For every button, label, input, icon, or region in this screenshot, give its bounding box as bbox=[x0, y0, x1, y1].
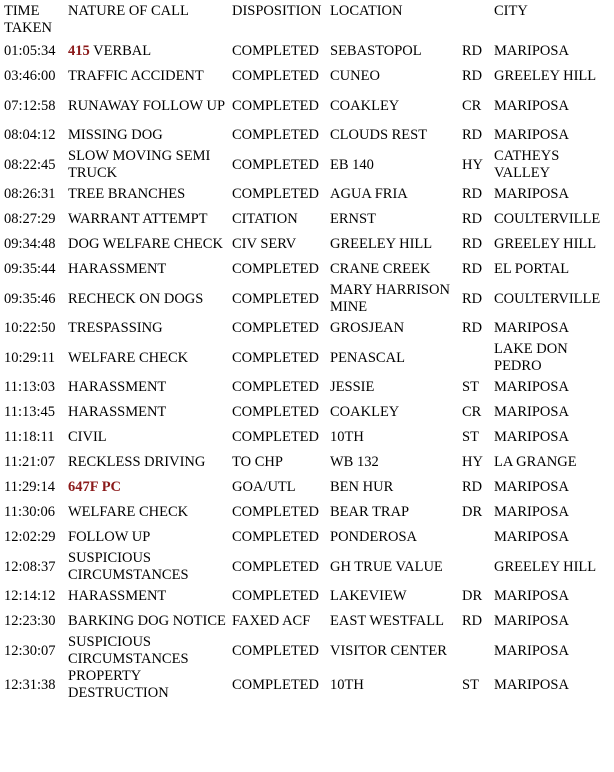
city-cell: COULTERVILLE bbox=[494, 290, 601, 307]
table-row bbox=[0, 584, 614, 609]
nature-text: HARASSMENT bbox=[68, 261, 167, 277]
disposition-cell: CITATION bbox=[232, 211, 298, 227]
nature-cell bbox=[68, 425, 232, 450]
street-suffix-cell: ST bbox=[462, 429, 479, 445]
nature-cell bbox=[68, 550, 232, 584]
street-suffix-cell bbox=[460, 341, 494, 375]
table-row bbox=[0, 375, 614, 400]
table-row bbox=[0, 450, 614, 475]
nature-cell bbox=[68, 341, 232, 375]
city-cell: MARIPOSA bbox=[494, 379, 569, 395]
location-cell: COAKLEY bbox=[330, 97, 400, 114]
time-cell: 09:35:46 bbox=[4, 290, 56, 307]
street-suffix-cell: RD bbox=[462, 320, 483, 336]
city-cell: MARIPOSA bbox=[494, 186, 569, 202]
table-row bbox=[0, 475, 614, 500]
disposition-cell: COMPLETED bbox=[232, 261, 319, 277]
table-row bbox=[0, 64, 614, 89]
disposition-cell: COMPLETED bbox=[232, 68, 319, 84]
penal-code: 647F PC bbox=[68, 479, 122, 495]
nature-cell bbox=[68, 584, 232, 609]
table-row bbox=[0, 39, 614, 64]
disposition-cell: COMPLETED bbox=[232, 156, 319, 173]
nature-cell bbox=[68, 39, 232, 64]
nature-cell bbox=[68, 232, 232, 257]
nature-text: SLOW MOVING SEMI TRUCK bbox=[68, 148, 211, 181]
time-cell: 03:46:00 bbox=[4, 68, 56, 84]
time-cell: 12:02:29 bbox=[4, 529, 56, 545]
disposition-cell: FAXED ACF bbox=[232, 613, 311, 629]
city-cell: GREELEY HILL bbox=[494, 236, 597, 252]
time-cell: 10:22:50 bbox=[4, 320, 56, 336]
header-time: TIME TAKEN bbox=[4, 3, 52, 36]
location-cell: LAKEVIEW bbox=[330, 588, 407, 604]
location-cell: GROSJEAN bbox=[330, 320, 405, 336]
location-cell: 10TH bbox=[330, 429, 364, 445]
city-cell: MARIPOSA bbox=[494, 429, 569, 445]
disposition-cell: COMPLETED bbox=[232, 676, 319, 693]
nature-cell bbox=[68, 400, 232, 425]
street-suffix-cell: RD bbox=[462, 43, 483, 59]
city-cell: MARIPOSA bbox=[494, 676, 569, 693]
nature-text: TRESPASSING bbox=[68, 320, 163, 336]
time-cell: 08:27:29 bbox=[4, 211, 56, 227]
city-cell: LA GRANGE bbox=[494, 454, 577, 470]
nature-text: RECHECK ON DOGS bbox=[68, 290, 204, 307]
city-cell: COULTERVILLE bbox=[494, 211, 601, 227]
street-suffix-cell: DR bbox=[462, 588, 483, 604]
street-suffix-cell: DR bbox=[462, 504, 483, 520]
nature-text: CIVIL bbox=[68, 429, 107, 445]
street-suffix-cell: RD bbox=[462, 290, 483, 307]
location-cell: SEBASTOPOL bbox=[330, 43, 422, 59]
header-nature: NATURE OF CALL bbox=[68, 3, 189, 19]
table-row bbox=[0, 316, 614, 341]
nature-cell bbox=[68, 450, 232, 475]
time-cell: 11:29:14 bbox=[4, 479, 56, 495]
city-cell: MARIPOSA bbox=[494, 43, 569, 59]
disposition-cell: COMPLETED bbox=[232, 642, 319, 659]
time-cell: 12:23:30 bbox=[4, 613, 56, 629]
time-cell: 12:31:38 bbox=[4, 676, 56, 693]
city-cell: EL PORTAL bbox=[494, 261, 570, 277]
city-cell: GREELEY HILL bbox=[494, 558, 597, 575]
nature-text: VERBAL bbox=[89, 43, 152, 59]
location-cell: BEAR TRAP bbox=[330, 504, 410, 520]
nature-cell bbox=[68, 282, 232, 316]
nature-text: SUSPICIOUS CIRCUMSTANCES bbox=[68, 550, 189, 583]
city-cell: MARIPOSA bbox=[494, 529, 569, 545]
disposition-cell: COMPLETED bbox=[232, 404, 319, 420]
nature-cell bbox=[68, 89, 232, 123]
location-cell: PENASCAL bbox=[330, 349, 405, 366]
time-cell: 12:08:37 bbox=[4, 558, 56, 575]
nature-cell bbox=[68, 207, 232, 232]
table-row bbox=[0, 182, 614, 207]
nature-text: WARRANT ATTEMPT bbox=[68, 211, 208, 227]
street-suffix-cell: HY bbox=[462, 156, 483, 173]
street-suffix-cell bbox=[460, 550, 494, 584]
nature-cell bbox=[68, 634, 232, 668]
time-cell: 08:26:31 bbox=[4, 186, 56, 202]
table-row bbox=[0, 232, 614, 257]
location-cell: BEN HUR bbox=[330, 479, 394, 495]
time-cell: 09:35:44 bbox=[4, 261, 56, 277]
city-cell: MARIPOSA bbox=[494, 127, 569, 143]
disposition-cell: COMPLETED bbox=[232, 529, 319, 545]
table-row bbox=[0, 341, 614, 375]
location-cell: GREELEY HILL bbox=[330, 236, 433, 252]
street-suffix-cell: RD bbox=[462, 211, 483, 227]
table-row bbox=[0, 500, 614, 525]
street-suffix-cell: ST bbox=[462, 676, 479, 693]
city-cell: MARIPOSA bbox=[494, 613, 569, 629]
location-cell: MARY HARRISON MINE bbox=[330, 282, 450, 315]
street-suffix-cell: RD bbox=[462, 261, 483, 277]
disposition-cell: COMPLETED bbox=[232, 127, 319, 143]
city-cell: MARIPOSA bbox=[494, 642, 569, 659]
city-cell: GREELEY HILL bbox=[494, 68, 597, 84]
time-cell: 07:12:58 bbox=[4, 97, 56, 114]
street-suffix-cell: HY bbox=[462, 454, 483, 470]
location-cell: PONDEROSA bbox=[330, 529, 418, 545]
street-suffix-cell bbox=[460, 634, 494, 668]
disposition-cell: COMPLETED bbox=[232, 379, 319, 395]
nature-cell bbox=[68, 375, 232, 400]
location-cell: VISITOR CENTER bbox=[330, 642, 447, 659]
location-cell: COAKLEY bbox=[330, 404, 400, 420]
disposition-cell: COMPLETED bbox=[232, 186, 319, 202]
table-row bbox=[0, 400, 614, 425]
table-row bbox=[0, 609, 614, 634]
city-cell: LAKE DON PEDRO bbox=[494, 341, 568, 374]
location-cell: WB 132 bbox=[330, 454, 379, 470]
street-suffix-cell: RD bbox=[462, 127, 483, 143]
table-row bbox=[0, 257, 614, 282]
time-cell: 09:34:48 bbox=[4, 236, 56, 252]
table-row bbox=[0, 148, 614, 182]
nature-cell bbox=[68, 316, 232, 341]
header-disposition: DISPOSITION bbox=[232, 3, 322, 19]
nature-cell bbox=[68, 64, 232, 89]
time-cell: 11:18:11 bbox=[4, 429, 55, 445]
header-city: CITY bbox=[494, 3, 528, 19]
city-cell: MARIPOSA bbox=[494, 320, 569, 336]
street-suffix-cell: RD bbox=[462, 186, 483, 202]
nature-text: DOG WELFARE CHECK bbox=[68, 236, 223, 252]
nature-text: MISSING DOG bbox=[68, 127, 163, 143]
table-row bbox=[0, 207, 614, 232]
table-row bbox=[0, 89, 614, 123]
nature-cell bbox=[68, 475, 232, 500]
nature-cell bbox=[68, 148, 232, 182]
nature-text: HARASSMENT bbox=[68, 404, 167, 420]
city-cell: MARIPOSA bbox=[494, 97, 569, 114]
nature-text: TREE BRANCHES bbox=[68, 186, 186, 202]
time-cell: 08:22:45 bbox=[4, 156, 56, 173]
location-cell: JESSIE bbox=[330, 379, 375, 395]
city-cell: MARIPOSA bbox=[494, 504, 569, 520]
street-suffix-cell: CR bbox=[462, 97, 482, 114]
city-cell: MARIPOSA bbox=[494, 404, 569, 420]
nature-cell bbox=[68, 525, 232, 550]
street-suffix-cell: CR bbox=[462, 404, 482, 420]
time-cell: 08:04:12 bbox=[4, 127, 56, 143]
location-cell: EB 140 bbox=[330, 156, 374, 173]
time-cell: 12:30:07 bbox=[4, 642, 56, 659]
nature-cell bbox=[68, 257, 232, 282]
location-cell: EAST WESTFALL bbox=[330, 613, 444, 629]
nature-cell bbox=[68, 500, 232, 525]
city-cell: MARIPOSA bbox=[494, 479, 569, 495]
header-suffix bbox=[460, 3, 494, 39]
street-suffix-cell: RD bbox=[462, 479, 483, 495]
city-cell: MARIPOSA bbox=[494, 588, 569, 604]
table-row bbox=[0, 550, 614, 584]
location-cell: GH TRUE VALUE bbox=[330, 558, 443, 575]
nature-cell bbox=[68, 123, 232, 148]
time-cell: 11:30:06 bbox=[4, 504, 56, 520]
street-suffix-cell: RD bbox=[462, 236, 483, 252]
disposition-cell: COMPLETED bbox=[232, 290, 319, 307]
disposition-cell: COMPLETED bbox=[232, 97, 319, 114]
call-log-body bbox=[0, 3, 614, 702]
time-cell: 11:21:07 bbox=[4, 454, 56, 470]
time-cell: 12:14:12 bbox=[4, 588, 56, 604]
nature-text: RECKLESS DRIVING bbox=[68, 454, 206, 470]
disposition-cell: CIV SERV bbox=[232, 236, 297, 252]
nature-text: RUNAWAY FOLLOW UP bbox=[68, 97, 226, 114]
nature-text: BARKING DOG NOTICE bbox=[68, 613, 226, 629]
city-cell: CATHEYS VALLEY bbox=[494, 148, 560, 181]
disposition-cell: COMPLETED bbox=[232, 43, 319, 59]
time-cell: 11:13:03 bbox=[4, 379, 56, 395]
nature-text: FOLLOW UP bbox=[68, 529, 151, 545]
disposition-cell: COMPLETED bbox=[232, 558, 319, 575]
table-row bbox=[0, 123, 614, 148]
table-row bbox=[0, 282, 614, 316]
time-cell: 01:05:34 bbox=[4, 43, 56, 59]
nature-cell bbox=[68, 182, 232, 207]
nature-text: TRAFFIC ACCIDENT bbox=[68, 68, 204, 84]
street-suffix-cell bbox=[460, 525, 494, 550]
location-cell: 10TH bbox=[330, 676, 364, 693]
location-cell: CRANE CREEK bbox=[330, 261, 431, 277]
table-row bbox=[0, 634, 614, 668]
location-cell: CLOUDS REST bbox=[330, 127, 428, 143]
nature-text: WELFARE CHECK bbox=[68, 504, 189, 520]
disposition-cell: TO CHP bbox=[232, 454, 283, 470]
table-row bbox=[0, 525, 614, 550]
disposition-cell: COMPLETED bbox=[232, 504, 319, 520]
header-location: LOCATION bbox=[330, 3, 403, 19]
penal-code: 415 bbox=[68, 43, 90, 59]
nature-text: WELFARE CHECK bbox=[68, 349, 189, 366]
disposition-cell: COMPLETED bbox=[232, 588, 319, 604]
street-suffix-cell: ST bbox=[462, 379, 479, 395]
disposition-cell: COMPLETED bbox=[232, 349, 319, 366]
header-row bbox=[0, 3, 614, 39]
nature-text: HARASSMENT bbox=[68, 379, 167, 395]
nature-text: HARASSMENT bbox=[68, 588, 167, 604]
nature-cell bbox=[68, 609, 232, 634]
street-suffix-cell: RD bbox=[462, 613, 483, 629]
street-suffix-cell: RD bbox=[462, 68, 483, 84]
nature-cell bbox=[68, 668, 232, 702]
nature-text: SUSPICIOUS CIRCUMSTANCES bbox=[68, 634, 189, 667]
time-cell: 10:29:11 bbox=[4, 349, 56, 366]
nature-text: PROPERTY DESTRUCTION bbox=[68, 668, 169, 701]
disposition-cell: COMPLETED bbox=[232, 320, 319, 336]
call-log-table bbox=[0, 3, 614, 702]
time-cell: 11:13:45 bbox=[4, 404, 56, 420]
location-cell: ERNST bbox=[330, 211, 376, 227]
location-cell: CUNEO bbox=[330, 68, 380, 84]
disposition-cell: GOA/UTL bbox=[232, 479, 296, 495]
table-row bbox=[0, 425, 614, 450]
disposition-cell: COMPLETED bbox=[232, 429, 319, 445]
location-cell: AGUA FRIA bbox=[330, 186, 408, 202]
table-row bbox=[0, 668, 614, 702]
